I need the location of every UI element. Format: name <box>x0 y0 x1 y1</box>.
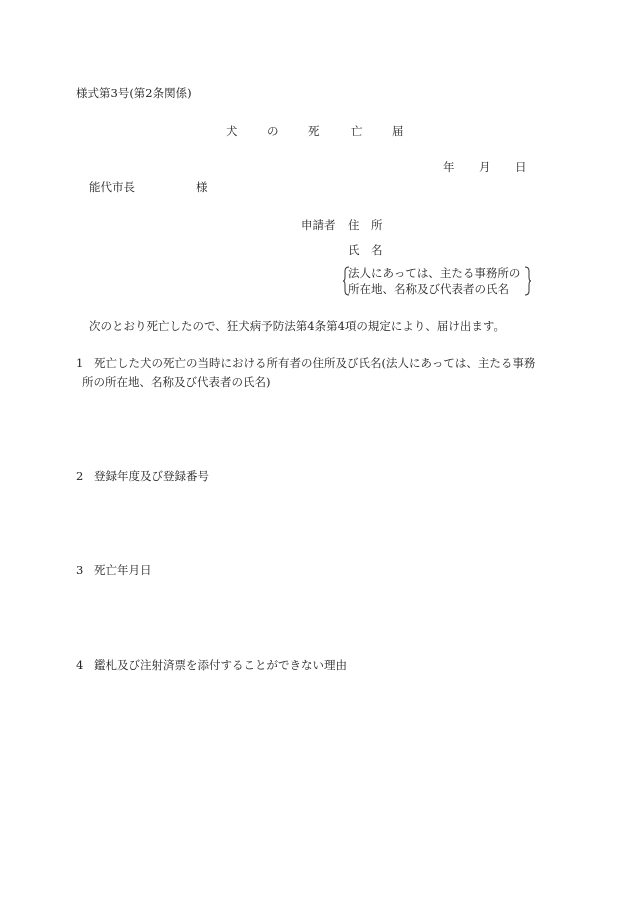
item-text-line1: 死亡した犬の死亡の当時における所有者の住所及び氏名(法人にあっては、主たる事務 <box>94 356 536 370</box>
item-number: 2 <box>76 469 84 483</box>
corporate-note-line2: 所在地、名称及び代表者の氏名 <box>348 282 509 296</box>
applicant-address-label: 住 所 <box>348 218 383 232</box>
item-text: 登録年度及び登録番号 <box>94 469 209 483</box>
date-year-label: 年 <box>443 160 455 174</box>
item-text-line2: 所の所在地、名称及び代表者の氏名) <box>82 375 271 389</box>
item-text: 死亡年月日 <box>94 563 152 577</box>
applicant-label: 申請者 <box>301 218 336 232</box>
date-month-label: 月 <box>479 160 491 174</box>
title-char: 死 <box>308 124 320 138</box>
item-text: 鑑札及び注射済票を添付することができない理由 <box>94 658 347 672</box>
title-char: の <box>267 124 279 138</box>
title-char: 届 <box>392 124 404 138</box>
item-number: 1 <box>76 356 84 370</box>
corporate-note-line1: 法人にあっては、主たる事務所の <box>348 266 521 280</box>
addressee-mayor: 能代市長 <box>89 180 135 194</box>
item-number: 4 <box>76 658 84 672</box>
intro-text: 次のとおり死亡したので、狂犬病予防法第4条第4項の規定により、届け出ます。 <box>89 319 505 333</box>
title-char: 亡 <box>351 124 363 138</box>
applicant-name-label: 氏 名 <box>348 243 383 257</box>
item-number: 3 <box>76 563 84 577</box>
title-char: 犬 <box>226 124 238 138</box>
form-number: 様式第3号(第2条関係) <box>76 86 192 100</box>
corporate-note-bracket <box>343 266 531 296</box>
document-title <box>0 124 630 138</box>
date-day-label: 日 <box>515 160 527 174</box>
addressee-honorific: 様 <box>196 180 208 194</box>
